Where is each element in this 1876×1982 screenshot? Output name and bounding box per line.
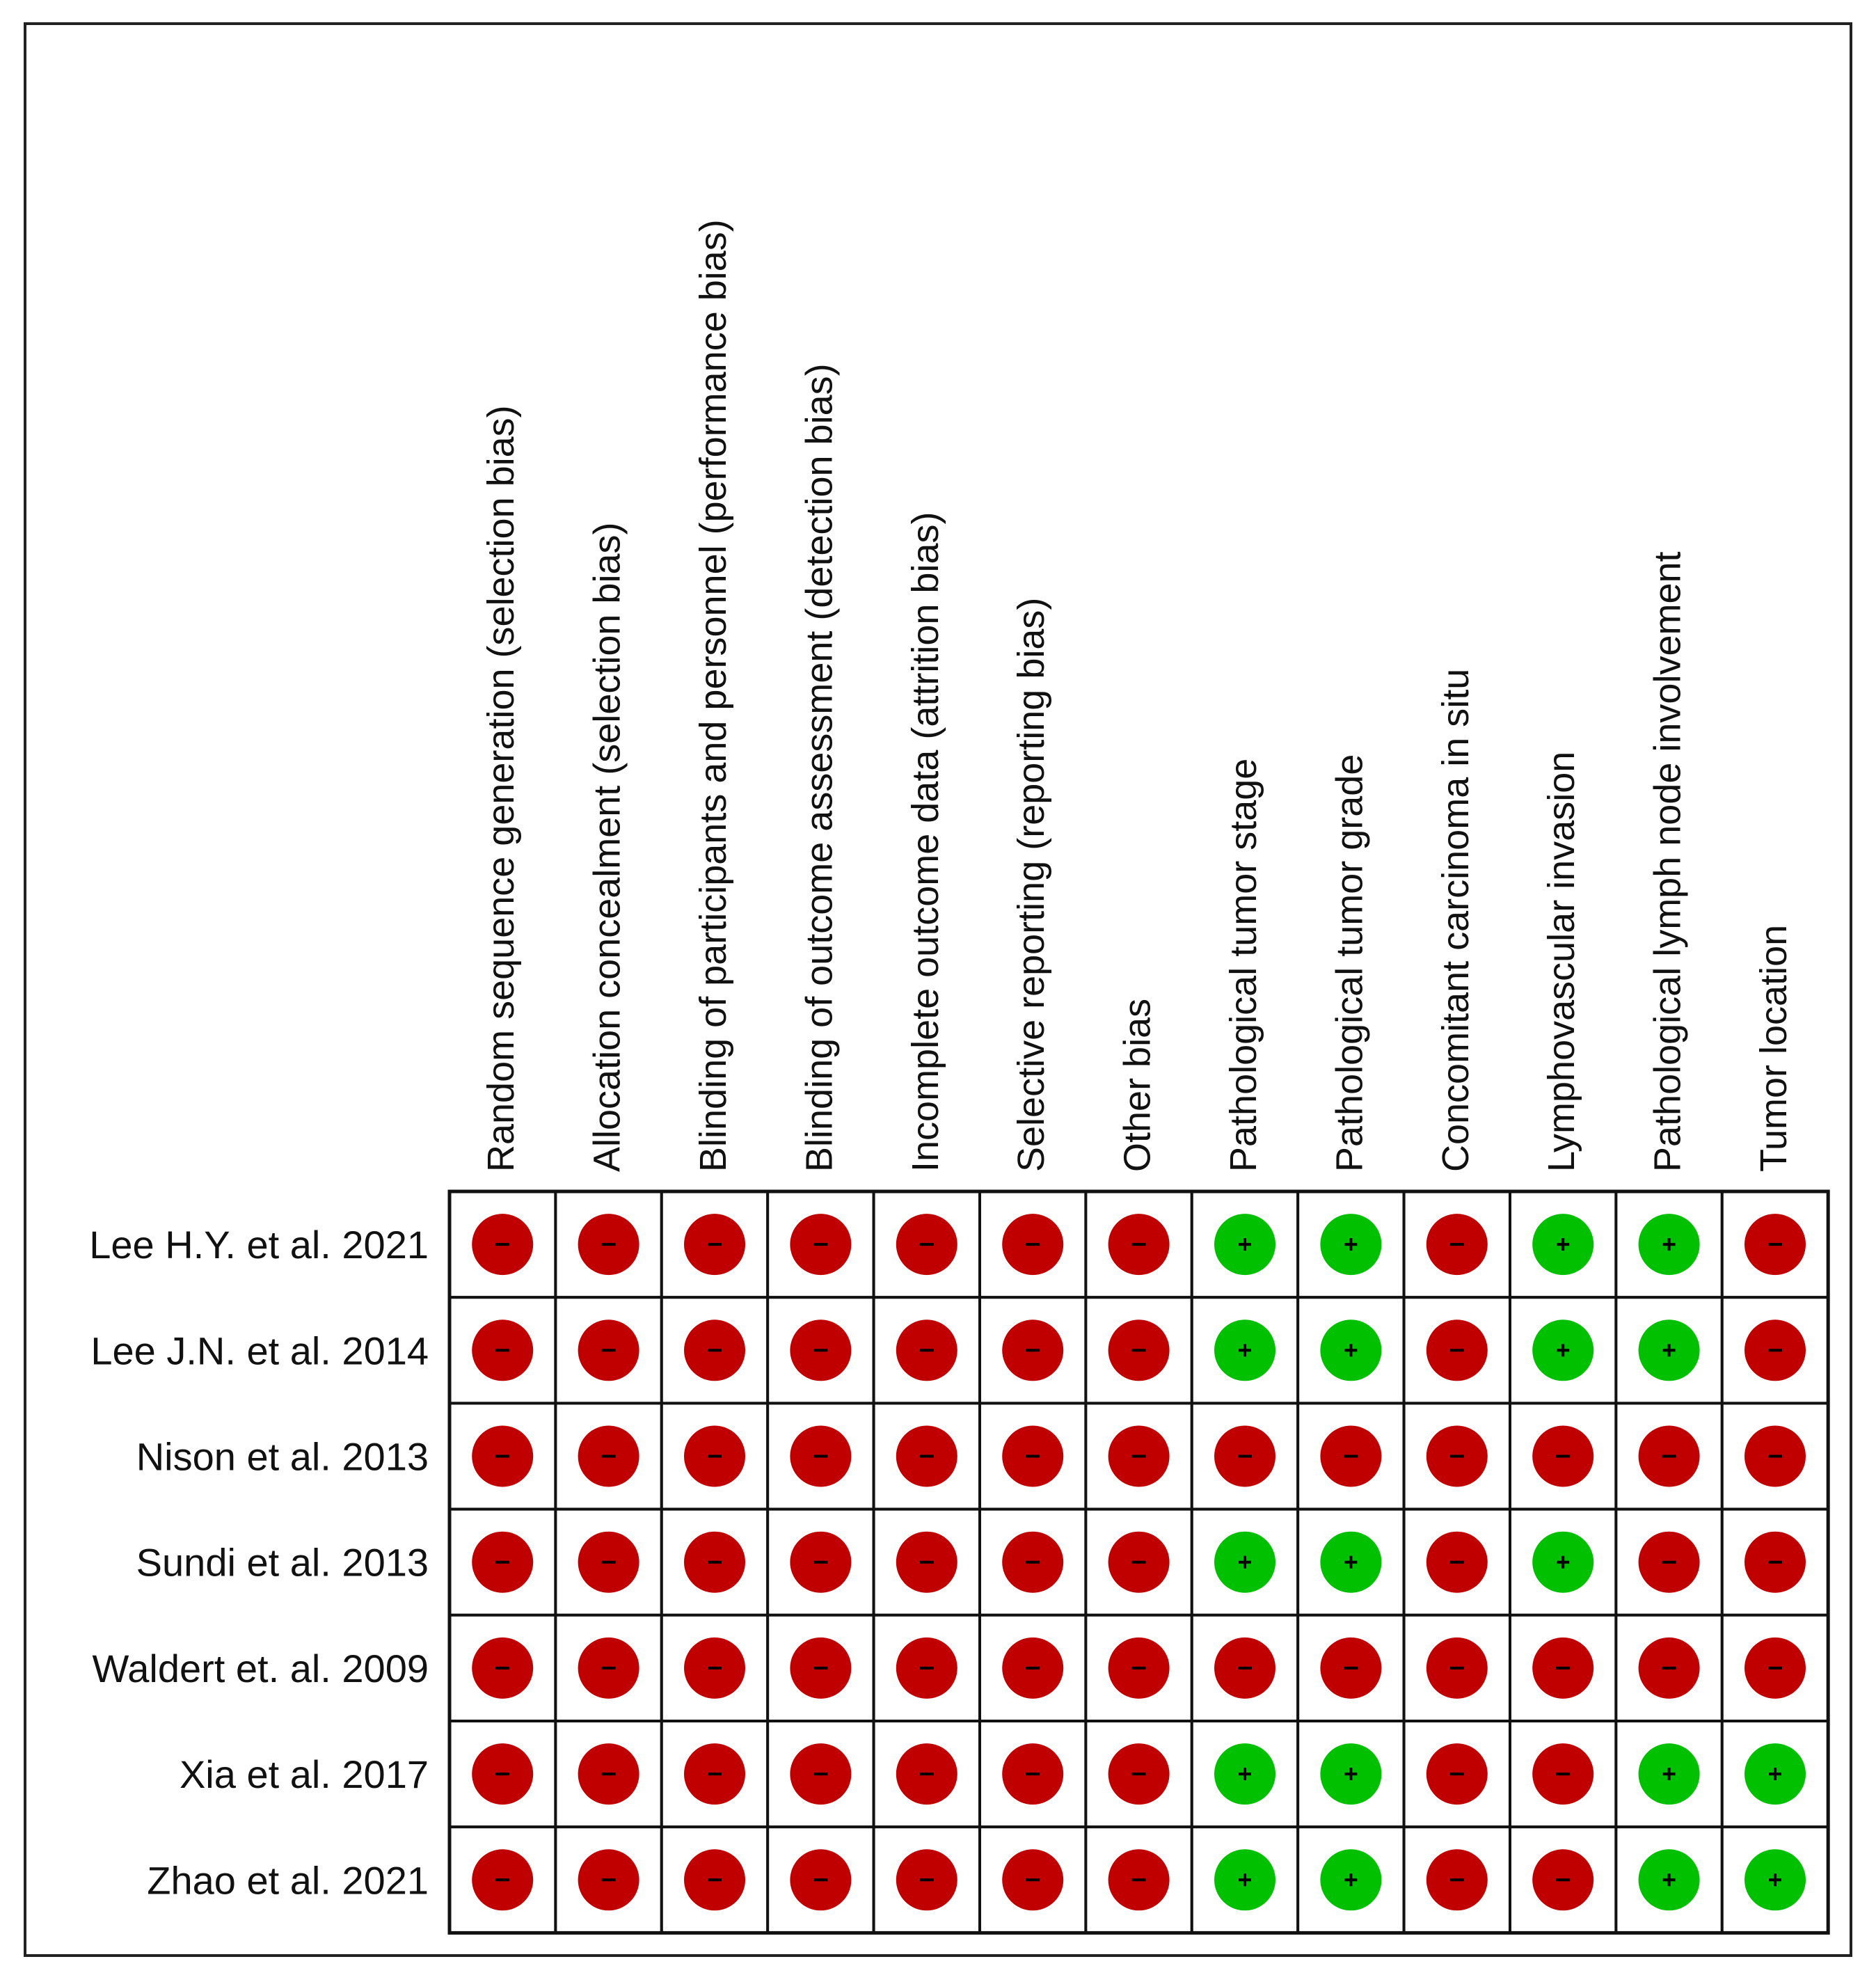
- column-label: Pathological lymph node involvement: [1646, 551, 1689, 1172]
- column-label: Pathological tumor stage: [1223, 758, 1264, 1172]
- column-label: Blinding of participants and personnel (performance bias): [692, 219, 734, 1172]
- study-label: Zhao et al. 2021: [147, 1858, 429, 1903]
- column-label: Pathological tumor grade: [1328, 754, 1371, 1172]
- column-label: Concomitant carcinoma in situ: [1434, 668, 1477, 1172]
- study-label: Lee J.N. et al. 2014: [90, 1329, 429, 1373]
- study-label: Sundi et al. 2013: [136, 1540, 429, 1585]
- study-label: Waldert et. al. 2009: [92, 1646, 429, 1690]
- column-label: Tumor location: [1753, 924, 1795, 1172]
- column-label: Lymphovascular invasion: [1541, 751, 1583, 1172]
- study-label: Xia et al. 2017: [179, 1752, 429, 1797]
- column-label: Allocation concealment (selection bias): [586, 522, 628, 1172]
- column-label: Selective reporting (reporting bias): [1010, 597, 1053, 1172]
- column-label: Other bias: [1116, 998, 1159, 1172]
- study-label: Nison et al. 2013: [136, 1434, 429, 1479]
- study-label: Lee H.Y. et al. 2021: [89, 1223, 429, 1267]
- column-label: Blinding of outcome assessment (detection bias): [798, 363, 841, 1172]
- column-label: Incomplete outcome data (attrition bias): [904, 512, 946, 1172]
- column-label: Random sequence generation (selection bias): [480, 405, 523, 1173]
